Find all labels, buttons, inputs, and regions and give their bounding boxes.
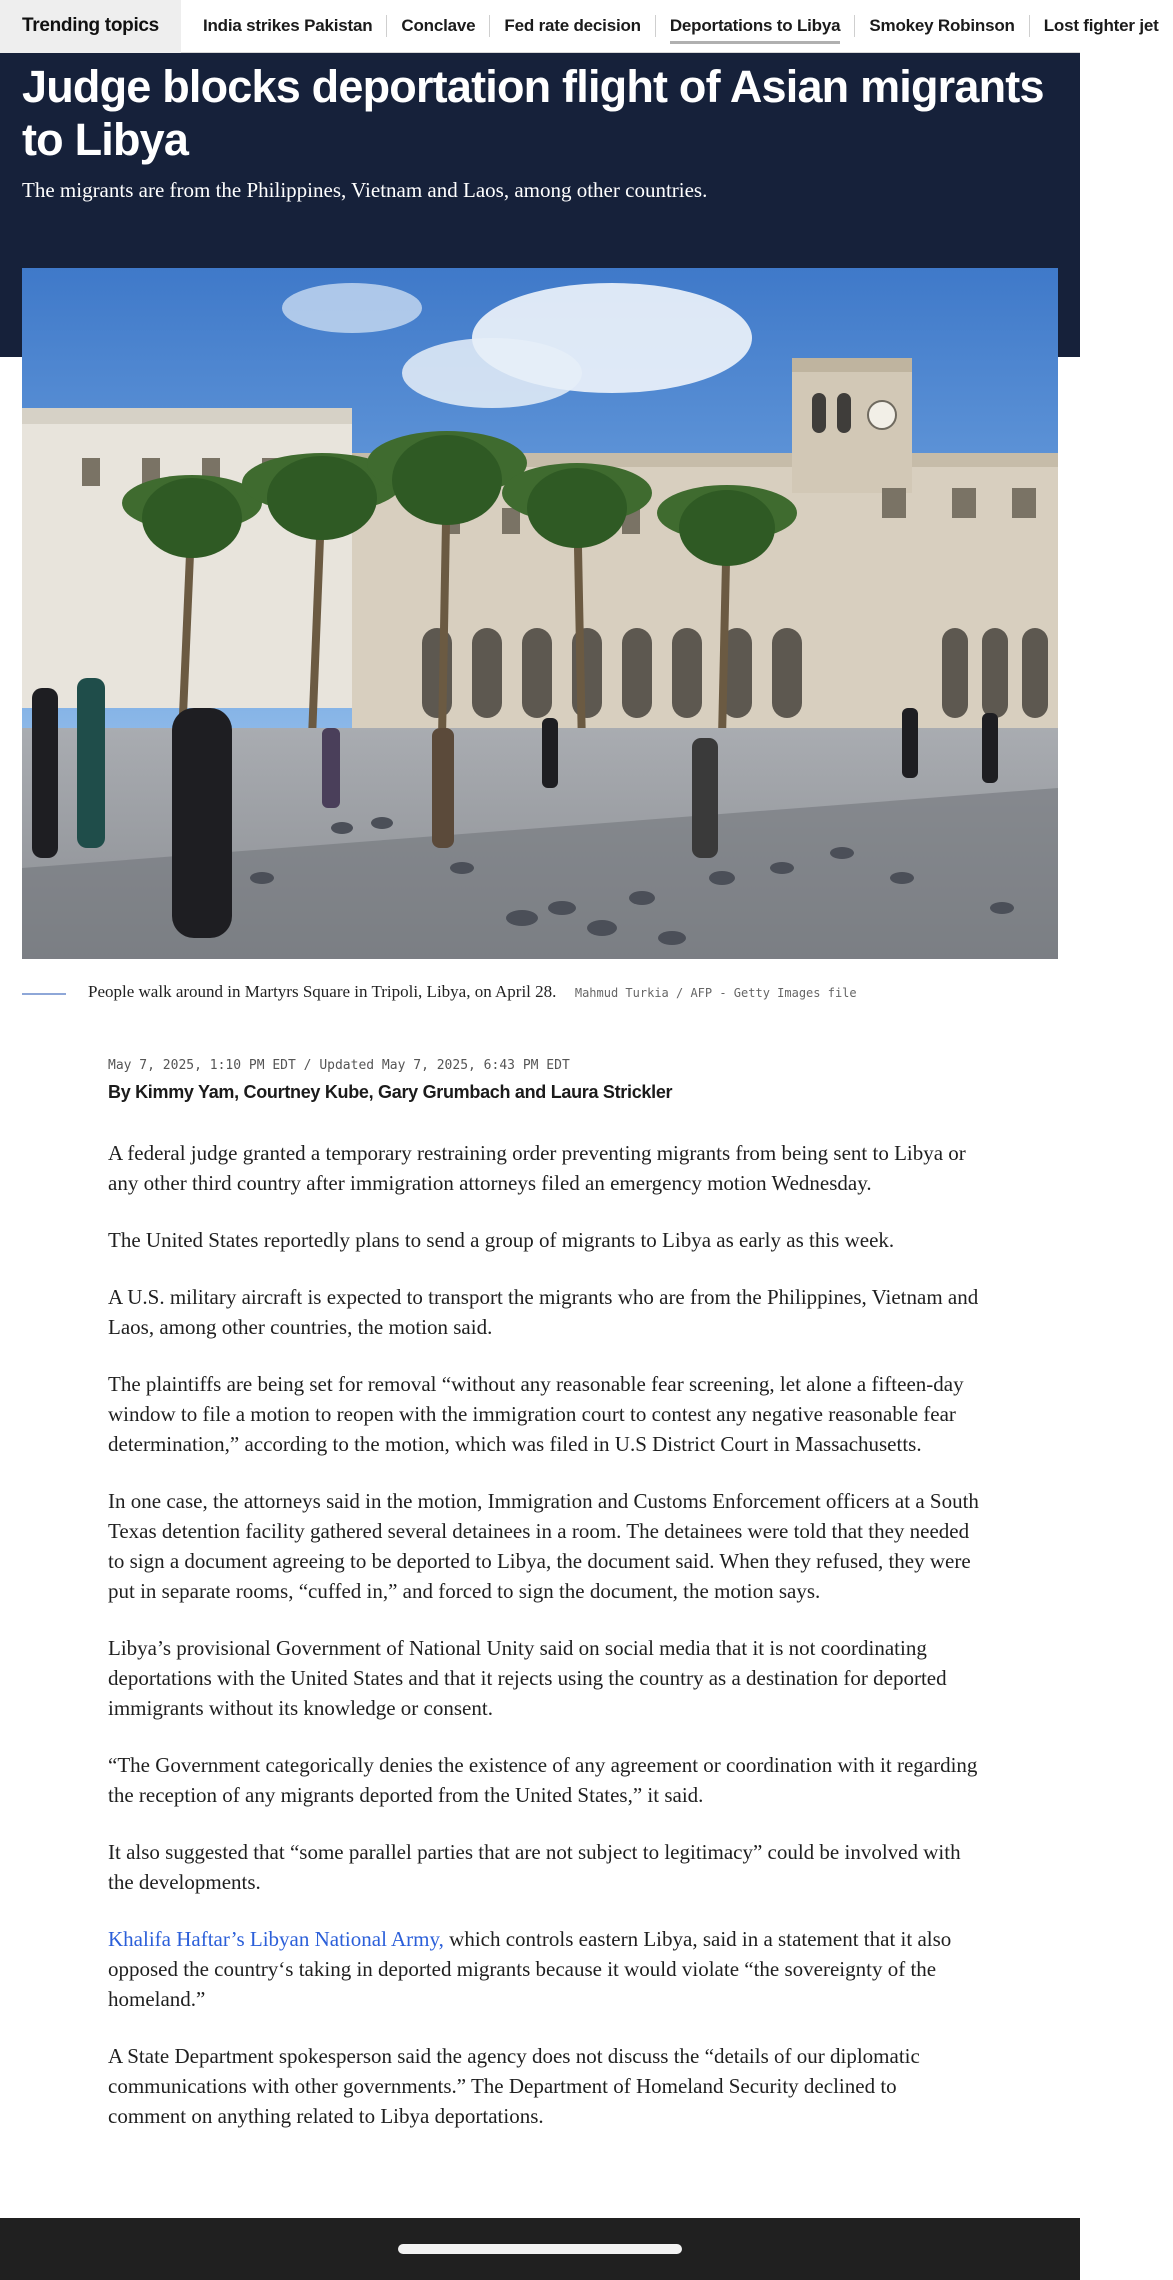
home-gesture-handle[interactable]: [398, 2244, 682, 2254]
photo-caption: [88, 982, 1048, 1002]
trending-topic-conclave[interactable]: Conclave: [387, 15, 490, 37]
photo-caption-text: People walk around in Martyrs Square in Tripoli, Libya, on April 28.: [88, 982, 557, 1001]
article-paragraph: It also suggested that “some parallel parties that are not subject to legitimacy” could be involved with the developments.: [108, 1840, 961, 1894]
trending-topic-india-strikes-pakistan[interactable]: India strikes Pakistan: [189, 15, 387, 37]
trending-topics-label: Trending topics: [0, 0, 181, 53]
article-paragraph: A State Department spokesperson said the agency does not discuss the “details of our diplomatic communications with other governments.” The Department of Homeland Security declined to comment on anything related to Libya deportations.: [108, 2044, 920, 2128]
article-paragraph: In one case, the attorneys said in the motion, Immigration and Customs Enforcement officers at a South Texas detention facility gathered several detainees in a room. The detainees were told that they needed to sign a document agreeing to be deported to Libya, the document said. When they refused, they were put in separate rooms, “cuffed in,” and forced to sign the document, the motion says.: [108, 1489, 979, 1603]
photo-credit: Mahmud Turkia / AFP - Getty Images file: [574, 986, 857, 1000]
article-timestamp: May 7, 2025, 1:10 PM EDT / Updated May 7, 2025, 6:43 PM EDT: [108, 1058, 570, 1073]
article-body: [108, 1138, 980, 2158]
article-paragraph: A U.S. military aircraft is expected to transport the migrants who are from the Philippines, Vietnam and Laos, among other countries, the motion said.: [108, 1285, 979, 1339]
article-dek: The migrants are from the Philippines, Vietnam and Laos, among other countries.: [22, 178, 708, 202]
article-paragraph: The United States reportedly plans to send a group of migrants to Libya as early as this week.: [108, 1228, 895, 1252]
article-paragraph: A federal judge granted a temporary restraining order preventing migrants from being sent to Libya or any other third country after immigration attorneys filed an emergency motion Wednesday.: [108, 1141, 966, 1195]
trending-topic-fed-rate-decision[interactable]: Fed rate decision: [490, 15, 655, 37]
article-byline: By Kimmy Yam, Courtney Kube, Gary Grumbach and Laura Strickler: [108, 1082, 673, 1102]
article-paragraph-with-link: [108, 1924, 980, 2014]
trending-topic-deportations-to-libya[interactable]: Deportations to Libya: [656, 15, 856, 37]
article-paragraph: “The Government categorically denies the existence of any agreement or coordination with it regarding the reception of any migrants deported from the United States,” it said.: [108, 1753, 978, 1807]
article-paragraph: Libya’s provisional Government of National Unity said on social media that it is not coordinating deportations with the United States and that it rejects using the country as a destination for deported immigrants without its knowledge or consent.: [108, 1636, 947, 1720]
trending-topic-lost-fighter-jet[interactable]: Lost fighter jet: [1043, 16, 1159, 35]
trending-topic-smokey-robinson[interactable]: Smokey Robinson: [855, 15, 1029, 37]
trending-topics-bar: [0, 0, 1159, 53]
lead-photo[interactable]: [22, 268, 1058, 959]
article-paragraph-rest: which controls eastern Libya, said in a statement that it also opposed the country‘s taking in deported migrants because it would violate “the sovereignty of the homeland.”: [108, 1927, 952, 2011]
article-headline: Judge blocks deportation flight of Asian migrants to Libya: [22, 61, 1044, 165]
article-paragraph: The plaintiffs are being set for removal “without any reasonable fear screening, let alone a fifteen-day window to file a motion to reopen with the immigration court to contest any negative reasonable fear determination,” according to the motion, which was filed in U.S District Court in Massachusetts.: [108, 1372, 964, 1456]
trending-topics-list: [181, 0, 1173, 53]
caption-rule: [22, 993, 66, 995]
libyan-national-army-link[interactable]: Khalifa Haftar’s Libyan National Army,: [108, 1927, 444, 1951]
